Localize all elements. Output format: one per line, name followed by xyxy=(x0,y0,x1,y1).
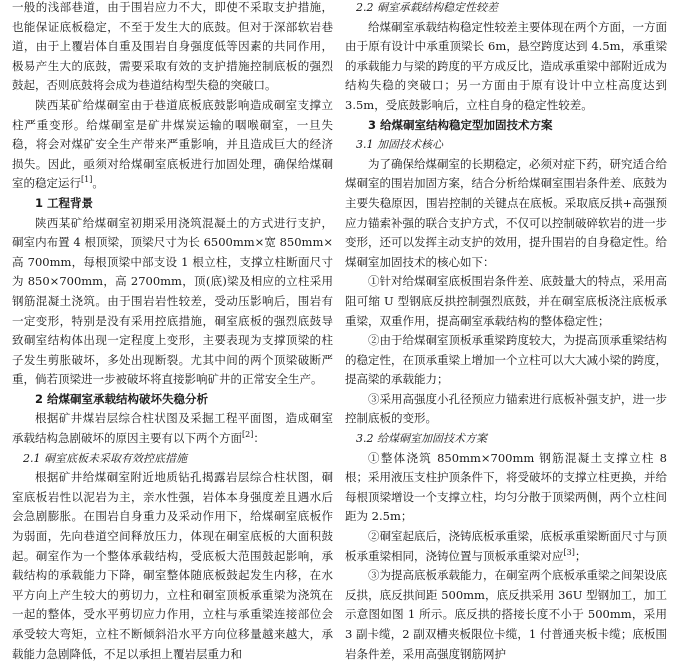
subsection-heading: 2.2 硐室承载结构稳定性较差 xyxy=(356,1,498,14)
paragraph: 一般的浅部巷道，由于围岩应力不大，即使不采取支护措施，也能保证底板稳定，不至于发生大的底鼓。但对于深部软岩巷道，由于上覆岩体自重及围岩自身强度低等因素的共同作用，极易产生大的底鼓，需要采取有效的支护措施控制底板的强烈鼓起，否则底鼓将会成为巷道结构型失稳的突破口。 xyxy=(12,0,333,93)
subsection-heading: 2.1 硐室底板未采取有效控底措施 xyxy=(23,451,187,465)
punctuation: ； xyxy=(574,548,587,563)
paragraph-text: 根据矿井煤岩层综合柱状图及采掘工程平面图，造成硐室承载结构急剧破坏的原因主要有以下两个方面 xyxy=(12,411,333,446)
paragraph: 陕西某矿给煤硐室初期采用浇筑混凝土的方式进行支护，硐室内布置 4 根顶梁，顶梁尺寸为长 6500mm×宽 850mm×高 700mm，每根顶梁中部支设 1 根立柱，支撑立柱断面尺寸为 850×700mm，高 2700mm，顶(底)梁及相应的立柱采用钢筋混凝土浇筑。由于围岩岩性较差，受动压影响后，围岩有一定变形，特别是没有采用控底措施，硐室底板的强烈底鼓导致硐室结构体出现一定程度上变形，主要表现为支撑顶梁的柱子发生剪胀破坏，多处出现断裂。尤其中间的两个顶梁破断严重，倘若顶梁进一步被破坏将直接影响矿井的正常安全生产。 xyxy=(12,215,333,387)
section-heading: 2 给煤硐室承载结构破坏失稳分析 xyxy=(35,391,209,406)
paragraph-text: 陕西某矿给煤硐室由于巷道底板底鼓影响造成硐室支撑立柱严重变形。给煤硐室是矿井煤炭运输的咽喉硐室，一旦失稳，将会对煤矿安全生产带来严重影响，并且造成巨大的经济损失。因此，亟须对给煤硐室底板进行加固处理，确保给煤硐室的稳定运行 xyxy=(12,97,333,191)
list-item: ①整体浇筑 850mm×700mm 钢筋混凝土支撑立柱 8 根；采用液压支柱护顶条件下，将受破坏的支撑立柱更换，并给每根顶梁增设一个支撑立柱，均匀分散于顶梁两侧，两个立柱间距为 2.5m； xyxy=(345,450,667,524)
list-item: ②由于给煤硐室顶板承重梁跨度较大，为提高顶承重梁结构的稳定性，在顶承重梁上增加一个立柱可以大大减小梁的跨度，提高梁的承载能力； xyxy=(345,333,667,387)
section-heading: 1 工程背景 xyxy=(35,195,94,210)
section-heading: 3 给煤硐室结构稳定型加固技术方案 xyxy=(368,117,553,132)
paragraph: 根据矿井给煤硐室附近地质钻孔揭露岩层综合柱状图，硐室底板岩性以泥岩为主，亲水性强，岩体本身强度差且遇水后会急剧膨胀。在围岩自身重力及采动作用下，给煤硐室底板作为弱面，先向巷道空间释放压力，体现在硐室底板的大面积鼓起。硐室作为一个整体承载结构，受底板大范围鼓起影响，承载结构的承载能力下降，硐室整体随底板鼓起发生内移，在水平方向上产生较大的剪切力，立柱和硐室顶板承重梁为浇筑在一起的整体，受水平剪切应力作用，立柱与承重梁连接部位会承受较大弯矩，立柱不断倾斜沿水平方向位移量越来越大，承载能力急剧降低，不足以承担上覆岩层重力和 xyxy=(12,470,333,661)
list-item: ③采用高强度小孔径预应力锚索进行底板补强支护，进一步控制底板的变形。 xyxy=(345,391,667,426)
right-column xyxy=(345,0,667,664)
paragraph: 给煤硐室承载结构稳定性较差主要体现在两个方面，一方面由于原有设计中承重顶梁长 6m，悬空跨度达到 4.5m，承重梁的承载能力与梁的跨度的平方成反比，造成承重梁中部附近成为结构失稳的突破口；另一方面由于原有设计中立柱高度达到 3.5m，受底鼓影响后，立柱自身的稳定性较差。 xyxy=(345,19,667,112)
punctuation: 。 xyxy=(92,176,104,191)
list-item: ①针对给煤硐室底板围岩条件差、底鼓量大的特点，采用高阻可缩 U 型钢底反拱控制强烈底鼓，并在硐室底板浇注底板承重梁，双重作用，提高硐室承载结构的整体稳定性； xyxy=(345,274,667,328)
paragraph-text: ②硐室起底后，浇铸底板承重梁，底板承重梁断面尺寸与顶板承重梁相同，浇铸位置与顶板承重梁对应 xyxy=(345,529,667,563)
paragraph xyxy=(12,409,333,448)
subsection-heading: 3.2 给煤硐室加固技术方案 xyxy=(356,432,487,446)
paragraph: 为了确保给煤硐室的长期稳定，必须对症下药，研究适合给煤硐室的围岩加固方案，结合分析给煤硐室围岩条件差、底鼓为主要失稳原因，围岩控制的关键点在底板。采取底反拱+高强预应力锚索补强的联合支护方式，不仅可以控制破碎软岩的进一步变形，还可以发挥主动支护的效用，提升围岩的自身稳定性。给煤硐室加固技术的核心如下： xyxy=(345,156,667,269)
citation[interactable]: [2] xyxy=(242,430,254,440)
punctuation: ： xyxy=(253,431,265,446)
paragraph xyxy=(12,96,333,194)
citation[interactable]: [3] xyxy=(563,547,575,557)
subsection-heading: 3.1 加固技术核心 xyxy=(356,138,443,152)
citation[interactable]: [1] xyxy=(81,175,93,185)
list-item: ③为提高底板承载能力，在硐室两个底板承重梁之间架设底反拱，底反拱间距 500mm，底反拱采用 36U 型钢加工，加工示意图如图 1 所示。底反拱的搭接长度不小于 500mm，采用 3 副卡缆，2 副双槽夹板限位卡缆，1 付普通夹板卡缆；底板围岩条件差，采用高强度钢筋网护 xyxy=(345,568,667,661)
list-item xyxy=(345,527,667,566)
left-column xyxy=(12,0,333,664)
